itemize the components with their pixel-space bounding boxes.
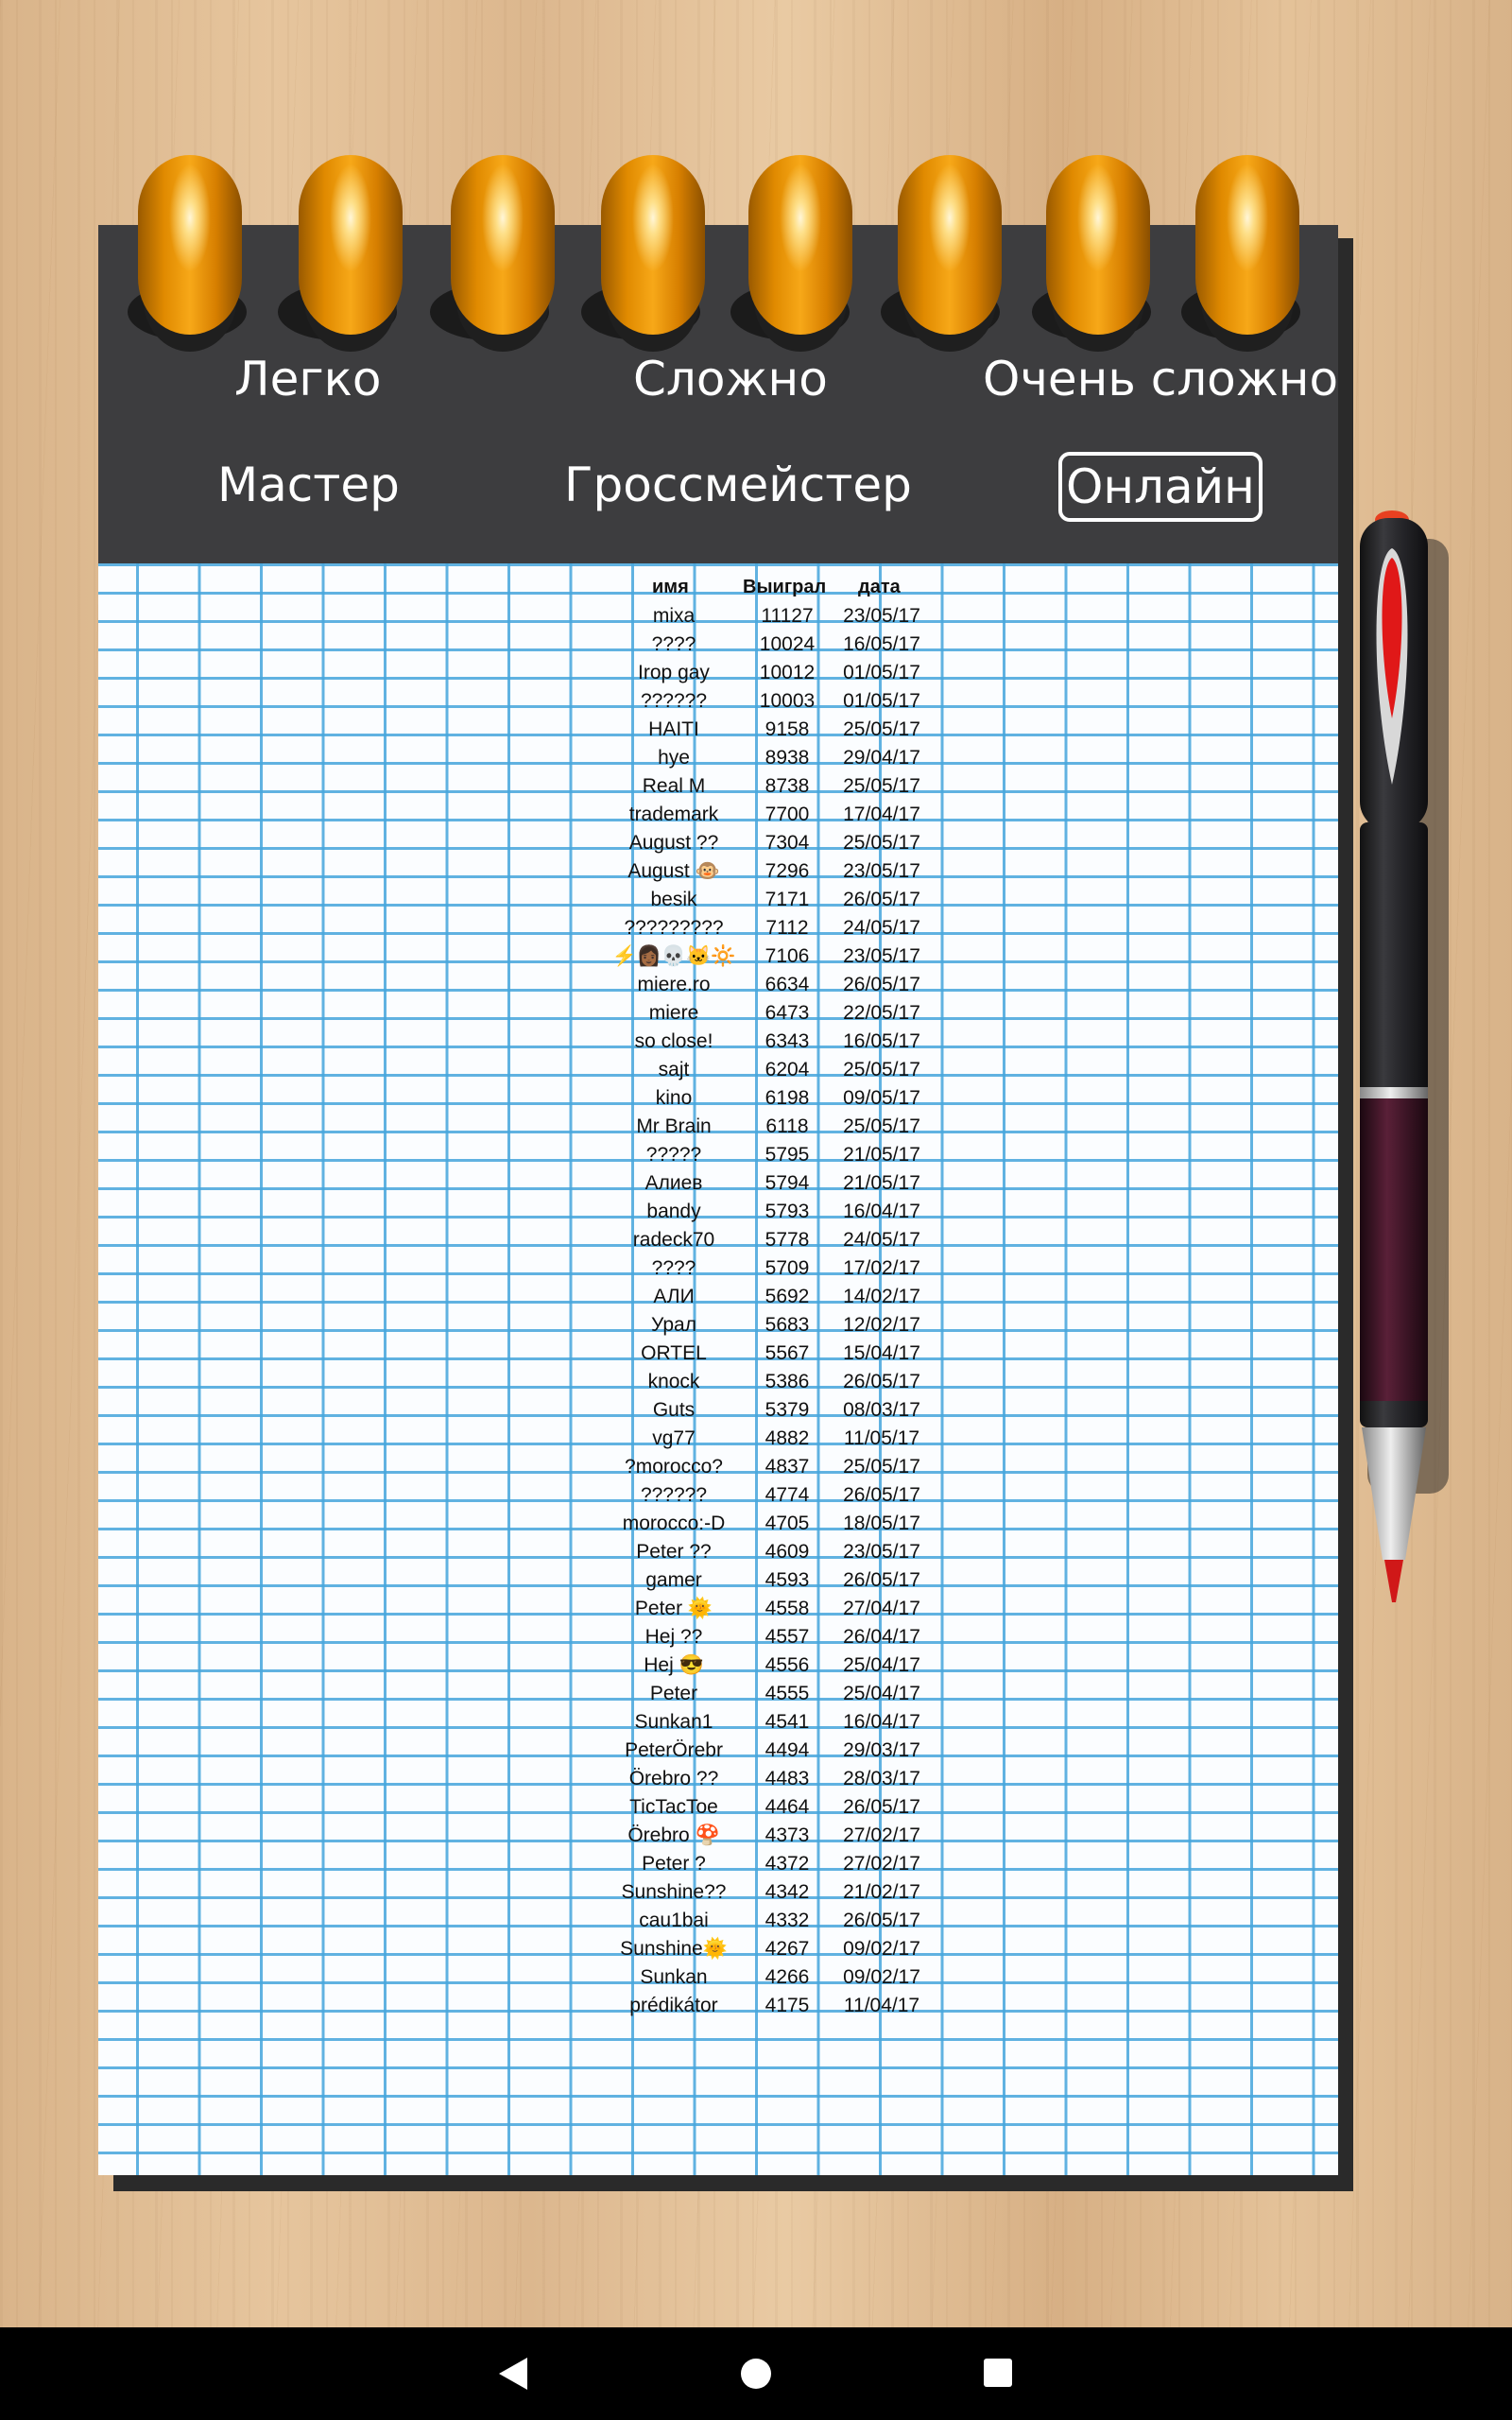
row-name: trademark [628, 804, 719, 825]
row-name: Irop gay [638, 662, 710, 683]
row-name: ⚡👩🏾💀🐱🔆 [611, 945, 736, 967]
row-date: 25/05/17 [843, 718, 920, 740]
row-wins: 5683 [765, 1314, 810, 1336]
row-name: Алиев [644, 1172, 703, 1194]
row-date: 09/02/17 [843, 1966, 920, 1988]
system-navigation-bar [0, 2327, 1512, 2420]
row-date: 26/05/17 [843, 1569, 920, 1591]
row-name: morocco:-D [622, 1512, 726, 1534]
row-wins: 7700 [765, 804, 810, 825]
row-wins: 4837 [765, 1456, 810, 1478]
row-name: hye [658, 747, 690, 769]
row-date: 17/02/17 [843, 1257, 920, 1279]
binder-ring [748, 155, 852, 335]
row-date: 28/03/17 [843, 1768, 920, 1789]
row-name: knock [647, 1371, 700, 1392]
row-name: prédikátor [629, 1995, 718, 2016]
row-name: ????? [645, 1144, 702, 1166]
row-date: 01/05/17 [843, 690, 920, 712]
header-name: имя [652, 577, 689, 597]
row-date: 11/05/17 [843, 1427, 920, 1449]
row-date: 26/05/17 [843, 889, 920, 910]
row-date: 16/05/17 [843, 1030, 920, 1052]
row-name: Sunshine?? [621, 1881, 727, 1903]
row-date: 26/05/17 [843, 1371, 920, 1392]
row-name: Peter 🌞 [634, 1598, 713, 1619]
row-date: 22/05/17 [843, 1002, 920, 1024]
row-name: Hej 😎 [644, 1654, 704, 1676]
row-wins: 4557 [765, 1626, 810, 1648]
row-wins: 4373 [765, 1824, 810, 1846]
row-name: Örebro 🍄 [627, 1824, 720, 1846]
row-wins: 4556 [765, 1654, 810, 1676]
row-wins: 4483 [765, 1768, 810, 1789]
row-date: 26/05/17 [843, 1796, 920, 1818]
pen-decoration [1347, 501, 1451, 1616]
row-wins: 4175 [765, 1995, 810, 2016]
back-triangle-icon[interactable] [497, 2356, 529, 2392]
row-wins: 5709 [765, 1257, 810, 1279]
row-wins: 4332 [765, 1910, 810, 1931]
row-name: kino [655, 1087, 693, 1109]
row-name: Hej ?? [644, 1626, 703, 1648]
row-wins: 4464 [765, 1796, 810, 1818]
row-wins: 4494 [765, 1739, 810, 1761]
row-wins: 4774 [765, 1484, 810, 1506]
row-wins: 7171 [765, 889, 810, 910]
tab-easy[interactable]: Легко [234, 352, 382, 406]
home-circle-icon[interactable] [740, 2358, 772, 2390]
row-name: Урал [650, 1314, 696, 1336]
row-wins: 6204 [765, 1059, 810, 1080]
tab-online[interactable]: Онлайн [1058, 452, 1263, 522]
row-name: Guts [652, 1399, 696, 1421]
row-wins: 5567 [765, 1342, 810, 1364]
row-date: 01/05/17 [843, 662, 920, 683]
row-date: 21/02/17 [843, 1881, 920, 1903]
header-date: дата [858, 577, 901, 597]
row-name: Mr Brain [636, 1115, 712, 1137]
row-name: TicTacToe [629, 1796, 718, 1818]
row-name: АЛИ [653, 1286, 695, 1307]
row-date: 16/04/17 [843, 1201, 920, 1222]
row-wins: 8938 [765, 747, 810, 769]
row-wins: 4267 [765, 1938, 810, 1960]
row-date: 25/05/17 [843, 1115, 920, 1137]
binder-ring [601, 155, 705, 335]
row-date: 09/02/17 [843, 1938, 920, 1960]
row-wins: 5794 [765, 1172, 810, 1194]
row-name: ORTEL [641, 1342, 707, 1364]
row-date: 15/04/17 [843, 1342, 920, 1364]
row-name: Peter ? [642, 1853, 706, 1875]
row-date: 24/05/17 [843, 1229, 920, 1251]
row-wins: 10003 [759, 690, 816, 712]
row-name: ?morocco? [625, 1456, 723, 1478]
row-wins: 7112 [765, 917, 809, 939]
row-wins: 11127 [761, 605, 814, 627]
row-date: 18/05/17 [843, 1512, 920, 1534]
row-wins: 5795 [765, 1144, 810, 1166]
tab-hard[interactable]: Сложно [633, 352, 828, 406]
row-date: 27/04/17 [843, 1598, 920, 1619]
row-date: 25/04/17 [843, 1654, 920, 1676]
binder-ring [299, 155, 403, 335]
row-date: 26/04/17 [843, 1626, 920, 1648]
header-won: Выиграл [743, 577, 827, 597]
row-wins: 5379 [765, 1399, 810, 1421]
row-name: ????????? [624, 917, 724, 939]
row-date: 16/04/17 [843, 1711, 920, 1733]
row-name: Sunkan1 [634, 1711, 713, 1733]
row-name: HAITI [648, 718, 699, 740]
row-date: 27/02/17 [843, 1853, 920, 1875]
row-name: miere.ro [637, 974, 711, 995]
binder-ring [1195, 155, 1299, 335]
row-name: besik [650, 889, 697, 910]
row-name: Peter [649, 1683, 698, 1704]
row-wins: 8738 [765, 775, 810, 797]
row-name: Sunshine🌞 [620, 1938, 728, 1960]
row-name: Real M [642, 775, 706, 797]
row-date: 12/02/17 [843, 1314, 920, 1336]
row-wins: 9158 [765, 718, 810, 740]
row-date: 29/03/17 [843, 1739, 920, 1761]
row-wins: 4372 [765, 1853, 810, 1875]
row-wins: 7296 [765, 860, 810, 882]
row-name: vg77 [652, 1427, 696, 1449]
recents-square-icon[interactable] [983, 2358, 1013, 2388]
tab-master[interactable]: Мастер [217, 458, 400, 512]
row-wins: 5793 [765, 1201, 810, 1222]
row-date: 21/05/17 [843, 1144, 920, 1166]
row-date: 27/02/17 [843, 1824, 920, 1846]
row-date: 17/04/17 [843, 804, 920, 825]
row-wins: 6634 [765, 974, 810, 995]
row-wins: 5386 [765, 1371, 810, 1392]
row-wins: 6473 [765, 1002, 810, 1024]
row-date: 08/03/17 [843, 1399, 920, 1421]
row-name: mixa [652, 605, 696, 627]
row-date: 23/05/17 [843, 605, 920, 627]
row-name: cau1bai [639, 1910, 709, 1931]
row-name: August 🐵 [627, 860, 720, 882]
row-name: ???? [651, 633, 696, 655]
row-wins: 10012 [759, 662, 816, 683]
row-wins: 5778 [765, 1229, 810, 1251]
row-name: ???? [651, 1257, 696, 1279]
row-date: 26/05/17 [843, 974, 920, 995]
row-date: 29/04/17 [843, 747, 920, 769]
row-name: gamer [645, 1569, 702, 1591]
tab-grandmaster[interactable]: Гроссмейстер [564, 458, 912, 512]
row-date: 25/05/17 [843, 775, 920, 797]
row-date: 23/05/17 [843, 945, 920, 967]
row-wins: 7106 [765, 945, 810, 967]
row-date: 25/05/17 [843, 1059, 920, 1080]
row-name: bandy [646, 1201, 701, 1222]
row-date: 09/05/17 [843, 1087, 920, 1109]
binder-ring [1046, 155, 1150, 335]
binder-ring [898, 155, 1002, 335]
row-name: PeterÖrebr [625, 1739, 723, 1761]
row-name: Sunkan [640, 1966, 708, 1988]
row-name: radeck70 [632, 1229, 715, 1251]
row-date: 21/05/17 [843, 1172, 920, 1194]
row-name: ?????? [640, 690, 708, 712]
row-date: 25/04/17 [843, 1683, 920, 1704]
row-date: 26/05/17 [843, 1910, 920, 1931]
row-wins: 4593 [765, 1569, 810, 1591]
row-date: 14/02/17 [843, 1286, 920, 1307]
row-name: miere [648, 1002, 699, 1024]
row-date: 23/05/17 [843, 860, 920, 882]
row-wins: 4882 [765, 1427, 810, 1449]
row-name: August ?? [628, 832, 719, 854]
row-wins: 7304 [765, 832, 810, 854]
row-wins: 4558 [765, 1598, 810, 1619]
row-wins: 4609 [765, 1541, 810, 1563]
row-name: Örebro ?? [628, 1768, 719, 1789]
row-date: 25/05/17 [843, 1456, 920, 1478]
row-name: Peter ?? [636, 1541, 712, 1563]
row-date: 16/05/17 [843, 633, 920, 655]
row-wins: 6118 [765, 1115, 809, 1137]
row-wins: 6343 [765, 1030, 810, 1052]
row-date: 26/05/17 [843, 1484, 920, 1506]
row-date: 24/05/17 [843, 917, 920, 939]
binder-ring [451, 155, 555, 335]
row-wins: 6198 [765, 1087, 810, 1109]
row-date: 11/04/17 [843, 1995, 920, 2016]
row-date: 25/05/17 [843, 832, 920, 854]
binder-ring [138, 155, 242, 335]
row-wins: 4342 [765, 1881, 810, 1903]
row-wins: 4541 [765, 1711, 810, 1733]
row-date: 23/05/17 [843, 1541, 920, 1563]
row-name: sajt [658, 1059, 690, 1080]
row-name: so close! [634, 1030, 713, 1052]
row-wins: 4705 [765, 1512, 810, 1534]
tab-very-hard[interactable]: Очень сложно [983, 352, 1339, 406]
row-wins: 4555 [765, 1683, 810, 1704]
row-name: ?????? [640, 1484, 708, 1506]
row-wins: 4266 [765, 1966, 810, 1988]
row-wins: 5692 [765, 1286, 810, 1307]
row-wins: 10024 [759, 633, 816, 655]
